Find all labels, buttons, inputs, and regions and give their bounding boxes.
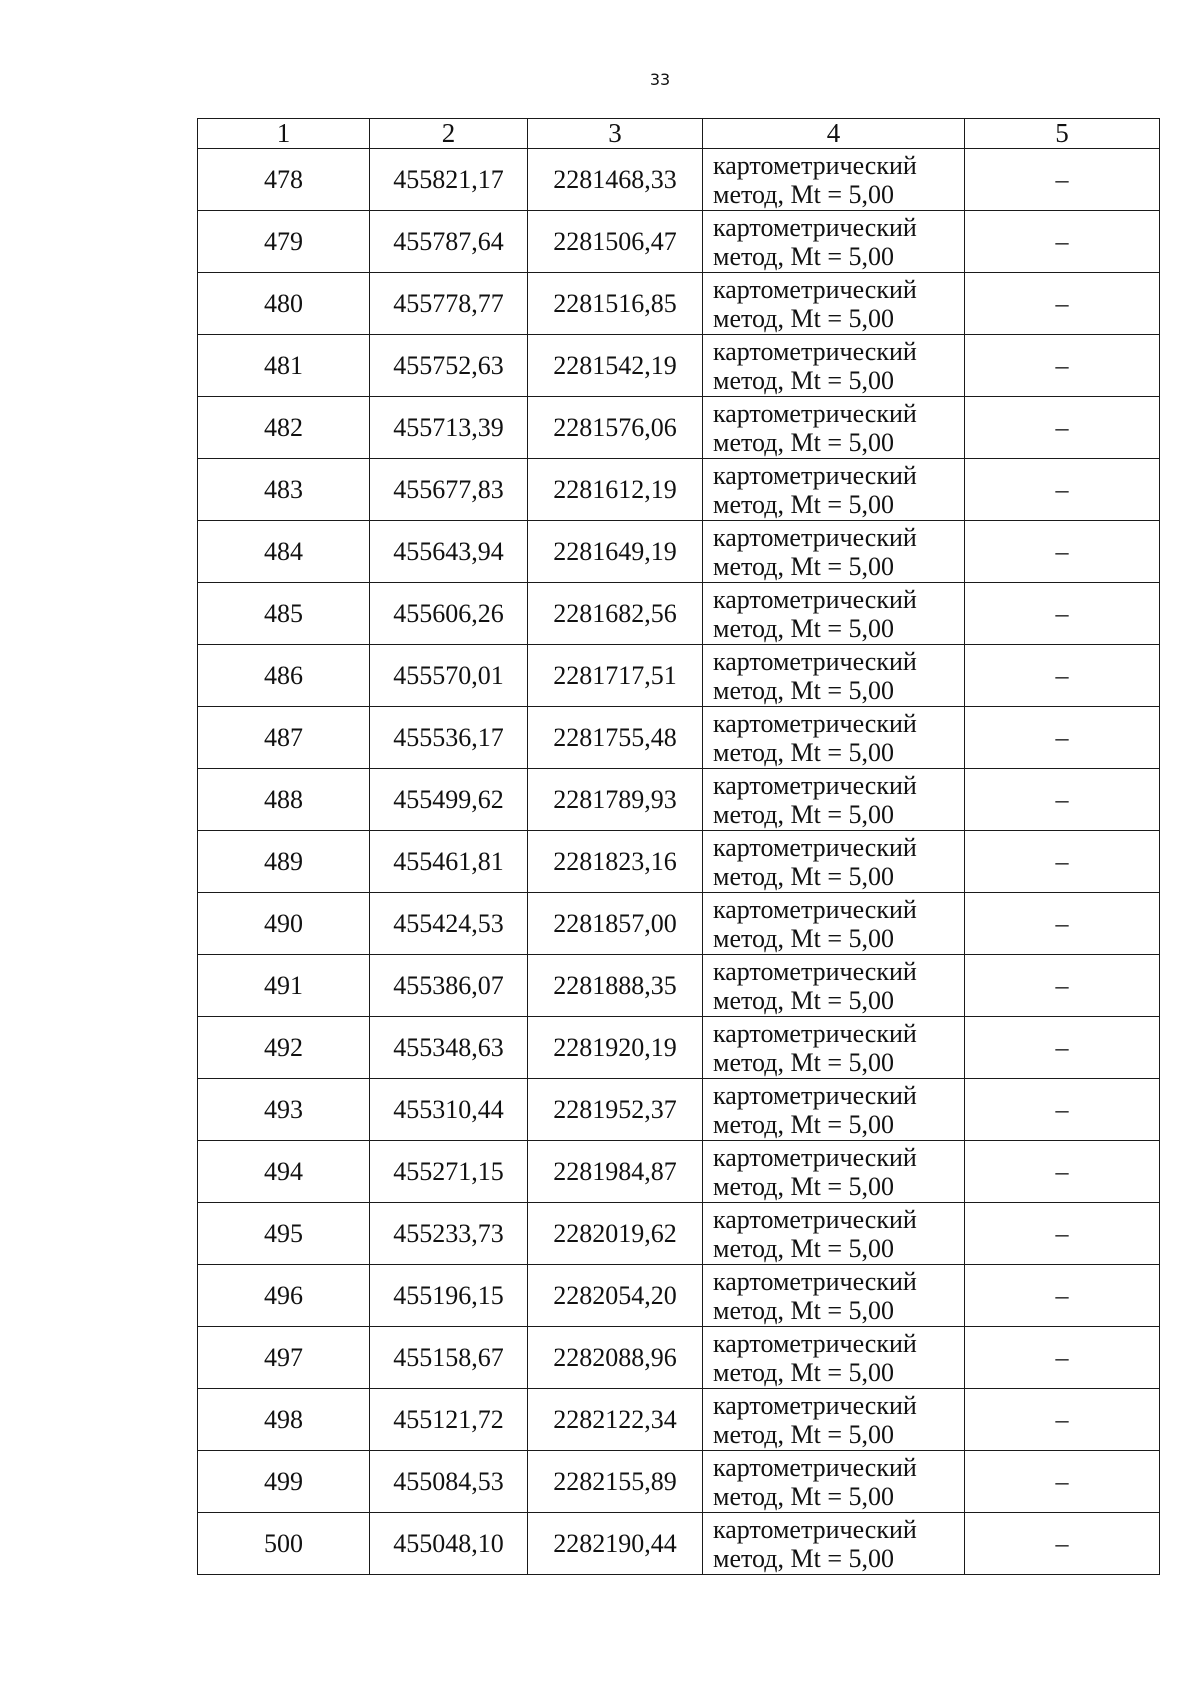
column-header-2: 2 [370, 119, 528, 149]
table-row [198, 1203, 1160, 1265]
method-line-2: метод, Mt = 5,00 [713, 365, 894, 395]
coordinate-y: 2281468,33 [528, 149, 703, 211]
method-cell [703, 1327, 965, 1389]
point-number: 487 [198, 707, 370, 769]
column-5-value: – [965, 149, 1160, 211]
point-number: 479 [198, 211, 370, 273]
coordinate-x: 455461,81 [370, 831, 528, 893]
method-cell [703, 459, 965, 521]
point-number: 481 [198, 335, 370, 397]
coordinate-y: 2281717,51 [528, 645, 703, 707]
column-5-value: – [965, 521, 1160, 583]
point-number: 483 [198, 459, 370, 521]
method-line-2: метод, Mt = 5,00 [713, 985, 894, 1015]
coordinate-x: 455196,15 [370, 1265, 528, 1327]
method-cell [703, 397, 965, 459]
page-number: 33 [649, 70, 671, 89]
method-line-1: картометрический [713, 1514, 917, 1544]
coordinate-y: 2282088,96 [528, 1327, 703, 1389]
column-5-value: – [965, 335, 1160, 397]
coordinate-x: 455499,62 [370, 769, 528, 831]
method-cell [703, 273, 965, 335]
coordinate-x: 455677,83 [370, 459, 528, 521]
coordinate-y: 2281823,16 [528, 831, 703, 893]
table-row [198, 955, 1160, 1017]
point-number: 498 [198, 1389, 370, 1451]
method-line-2: метод, Mt = 5,00 [713, 489, 894, 519]
table-row [198, 583, 1160, 645]
coordinate-y: 2281755,48 [528, 707, 703, 769]
coordinate-y: 2281649,19 [528, 521, 703, 583]
method-line-2: метод, Mt = 5,00 [713, 241, 894, 271]
method-line-2: метод, Mt = 5,00 [713, 923, 894, 953]
point-number: 495 [198, 1203, 370, 1265]
coordinate-x: 455048,10 [370, 1513, 528, 1575]
point-number: 492 [198, 1017, 370, 1079]
method-line-2: метод, Mt = 5,00 [713, 1543, 894, 1573]
coordinate-y: 2281888,35 [528, 955, 703, 1017]
column-5-value: – [965, 1079, 1160, 1141]
method-line-1: картометрический [713, 1328, 917, 1358]
coordinate-y: 2281682,56 [528, 583, 703, 645]
column-5-value: – [965, 1017, 1160, 1079]
table-row [198, 769, 1160, 831]
method-cell [703, 1389, 965, 1451]
coordinate-y: 2281789,93 [528, 769, 703, 831]
method-line-1: картометрический [713, 460, 917, 490]
point-number: 493 [198, 1079, 370, 1141]
column-header-1: 1 [198, 119, 370, 149]
coordinate-x: 455121,72 [370, 1389, 528, 1451]
coordinate-x: 455424,53 [370, 893, 528, 955]
method-cell [703, 707, 965, 769]
column-5-value: – [965, 645, 1160, 707]
method-line-1: картометрический [713, 212, 917, 242]
coordinate-y: 2282019,62 [528, 1203, 703, 1265]
point-number: 482 [198, 397, 370, 459]
method-line-1: картометрический [713, 956, 917, 986]
column-5-value: – [965, 1451, 1160, 1513]
method-line-1: картометрический [713, 1204, 917, 1234]
point-number: 478 [198, 149, 370, 211]
coordinate-x: 455271,15 [370, 1141, 528, 1203]
table-body [198, 149, 1160, 1575]
coordinate-y: 2281952,37 [528, 1079, 703, 1141]
method-cell [703, 955, 965, 1017]
point-number: 497 [198, 1327, 370, 1389]
method-line-1: картометрический [713, 1080, 917, 1110]
column-header-4: 4 [703, 119, 965, 149]
method-cell [703, 1513, 965, 1575]
coordinate-x: 455570,01 [370, 645, 528, 707]
table-row [198, 707, 1160, 769]
point-number: 488 [198, 769, 370, 831]
method-line-2: метод, Mt = 5,00 [713, 1481, 894, 1511]
table-row [198, 1265, 1160, 1327]
method-cell [703, 1079, 965, 1141]
method-line-2: метод, Mt = 5,00 [713, 1233, 894, 1263]
method-line-2: метод, Mt = 5,00 [713, 1171, 894, 1201]
coordinate-x: 455606,26 [370, 583, 528, 645]
table-row [198, 211, 1160, 273]
column-5-value: – [965, 769, 1160, 831]
table-row [198, 1513, 1160, 1575]
coordinate-x: 455778,77 [370, 273, 528, 335]
point-number: 500 [198, 1513, 370, 1575]
column-5-value: – [965, 1327, 1160, 1389]
column-header-3: 3 [528, 119, 703, 149]
method-line-1: картометрический [713, 584, 917, 614]
coordinate-x: 455821,17 [370, 149, 528, 211]
coordinate-x: 455713,39 [370, 397, 528, 459]
method-line-1: картометрический [713, 894, 917, 924]
method-line-1: картометрический [713, 832, 917, 862]
method-cell [703, 1141, 965, 1203]
coordinate-y: 2282122,34 [528, 1389, 703, 1451]
method-line-2: метод, Mt = 5,00 [713, 1357, 894, 1387]
method-cell [703, 893, 965, 955]
method-line-1: картометрический [713, 1018, 917, 1048]
coordinate-x: 455158,67 [370, 1327, 528, 1389]
table-row [198, 893, 1160, 955]
column-5-value: – [965, 273, 1160, 335]
table-row [198, 149, 1160, 211]
column-5-value: – [965, 831, 1160, 893]
column-5-value: – [965, 1389, 1160, 1451]
point-number: 484 [198, 521, 370, 583]
coordinate-y: 2282054,20 [528, 1265, 703, 1327]
table-row [198, 1017, 1160, 1079]
coordinate-x: 455787,64 [370, 211, 528, 273]
column-5-value: – [965, 1265, 1160, 1327]
method-cell [703, 1265, 965, 1327]
method-cell [703, 149, 965, 211]
table-row [198, 1389, 1160, 1451]
method-line-1: картометрический [713, 1390, 917, 1420]
method-line-1: картометрический [713, 274, 917, 304]
method-line-2: метод, Mt = 5,00 [713, 675, 894, 705]
table-row [198, 1079, 1160, 1141]
table-row [198, 335, 1160, 397]
method-line-2: метод, Mt = 5,00 [713, 799, 894, 829]
method-line-2: метод, Mt = 5,00 [713, 427, 894, 457]
point-number: 480 [198, 273, 370, 335]
point-number: 499 [198, 1451, 370, 1513]
method-cell [703, 211, 965, 273]
column-5-value: – [965, 707, 1160, 769]
coordinate-y: 2281576,06 [528, 397, 703, 459]
method-line-1: картометрический [713, 708, 917, 738]
method-cell [703, 583, 965, 645]
method-line-2: метод, Mt = 5,00 [713, 737, 894, 767]
method-line-1: картометрический [713, 336, 917, 366]
coordinate-x: 455643,94 [370, 521, 528, 583]
table-row [198, 831, 1160, 893]
method-line-2: метод, Mt = 5,00 [713, 551, 894, 581]
column-5-value: – [965, 1203, 1160, 1265]
column-5-value: – [965, 893, 1160, 955]
column-5-value: – [965, 397, 1160, 459]
coordinate-x: 455084,53 [370, 1451, 528, 1513]
column-5-value: – [965, 583, 1160, 645]
point-number: 494 [198, 1141, 370, 1203]
point-number: 496 [198, 1265, 370, 1327]
coordinate-y: 2281612,19 [528, 459, 703, 521]
table-row [198, 459, 1160, 521]
table-row [198, 273, 1160, 335]
method-line-2: метод, Mt = 5,00 [713, 1419, 894, 1449]
column-5-value: – [965, 1141, 1160, 1203]
method-line-2: метод, Mt = 5,00 [713, 303, 894, 333]
method-cell [703, 521, 965, 583]
method-line-2: метод, Mt = 5,00 [713, 1109, 894, 1139]
coordinates-table [197, 118, 1160, 1575]
column-5-value: – [965, 955, 1160, 1017]
method-cell [703, 831, 965, 893]
method-line-1: картометрический [713, 646, 917, 676]
column-5-value: – [965, 459, 1160, 521]
method-cell [703, 1017, 965, 1079]
method-cell [703, 1203, 965, 1265]
column-header-5: 5 [965, 119, 1160, 149]
method-line-2: метод, Mt = 5,00 [713, 1295, 894, 1325]
method-line-2: метод, Mt = 5,00 [713, 613, 894, 643]
point-number: 489 [198, 831, 370, 893]
table-row [198, 397, 1160, 459]
table-row [198, 521, 1160, 583]
method-line-1: картометрический [713, 770, 917, 800]
coordinate-x: 455386,07 [370, 955, 528, 1017]
point-number: 491 [198, 955, 370, 1017]
table-row [198, 1141, 1160, 1203]
table-header-row [198, 119, 1160, 149]
coordinate-y: 2282155,89 [528, 1451, 703, 1513]
coordinate-x: 455752,63 [370, 335, 528, 397]
coordinate-x: 455233,73 [370, 1203, 528, 1265]
method-cell [703, 1451, 965, 1513]
method-line-1: картометрический [713, 522, 917, 552]
coordinate-x: 455348,63 [370, 1017, 528, 1079]
method-line-2: метод, Mt = 5,00 [713, 179, 894, 209]
table-row [198, 1451, 1160, 1513]
table-row [198, 1327, 1160, 1389]
method-line-1: картометрический [713, 1452, 917, 1482]
coordinate-y: 2281857,00 [528, 893, 703, 955]
method-cell [703, 645, 965, 707]
method-line-1: картометрический [713, 150, 917, 180]
coordinate-x: 455536,17 [370, 707, 528, 769]
coordinate-y: 2282190,44 [528, 1513, 703, 1575]
coordinate-y: 2281516,85 [528, 273, 703, 335]
column-5-value: – [965, 211, 1160, 273]
method-line-1: картометрический [713, 1266, 917, 1296]
point-number: 485 [198, 583, 370, 645]
coordinate-y: 2281920,19 [528, 1017, 703, 1079]
coordinate-y: 2281984,87 [528, 1141, 703, 1203]
coordinate-x: 455310,44 [370, 1079, 528, 1141]
table-row [198, 645, 1160, 707]
method-cell [703, 769, 965, 831]
method-line-1: картометрический [713, 1142, 917, 1172]
method-line-2: метод, Mt = 5,00 [713, 1047, 894, 1077]
point-number: 490 [198, 893, 370, 955]
column-5-value: – [965, 1513, 1160, 1575]
coordinate-y: 2281506,47 [528, 211, 703, 273]
method-cell [703, 335, 965, 397]
method-line-1: картометрический [713, 398, 917, 428]
method-line-2: метод, Mt = 5,00 [713, 861, 894, 891]
point-number: 486 [198, 645, 370, 707]
coordinate-y: 2281542,19 [528, 335, 703, 397]
